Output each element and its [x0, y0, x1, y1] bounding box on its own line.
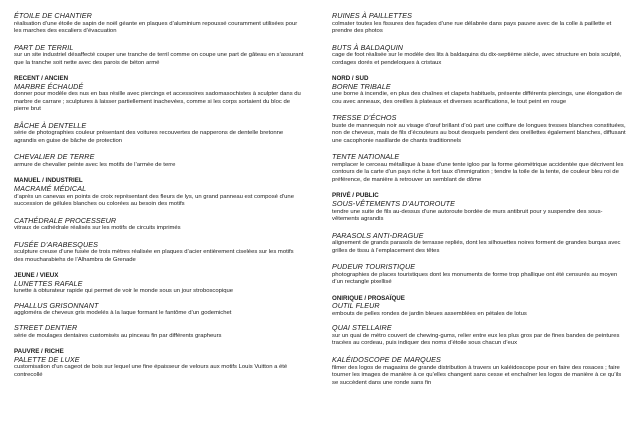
- section-recent-ancien: [14, 75, 304, 169]
- entry-chevalier-de-terre: [14, 153, 304, 169]
- entry-title: TENTE NATIONALE: [332, 152, 400, 162]
- section: [14, 12, 304, 67]
- entry-description: réalisation d’une étoile de sapin de noël géante en plaques d’aluminium repoussé couramment utilisées pour les marches des escaliers d’évacuation: [14, 20, 298, 35]
- entry-description: aggloméra de cheveux gris modelés à la laque formant le fantôme d’un godemichet: [14, 310, 232, 317]
- entry-borne-tribale: [332, 83, 628, 107]
- entry-tente-nationale: [332, 153, 628, 184]
- entry-macrame-medical: [14, 185, 304, 209]
- section-manuel-industriel: [14, 177, 304, 264]
- section-onirique-prosaique: [332, 295, 628, 387]
- entry-description: filmer des logos de magasins de grande distribution à travers un kaléidoscope pour en faire des rosaces ; faire tourner les images de manière à ce qu’elles changent sans cesse et enchaîner les logos de manière à ce qu’ils se succèdent dans une ronde sans fin: [332, 364, 622, 386]
- entry-quai-stellaire: [332, 324, 628, 348]
- entry-description: armure de chevalier peinte avec les motifs de l’armée de terre: [14, 161, 176, 168]
- entry-title: PART DE TERRIL: [14, 42, 74, 52]
- category-heading: RECENT / ANCIEN: [14, 75, 69, 83]
- entry-title: OUTIL FLEUR: [332, 301, 380, 311]
- entry-description: sculpture creuse d’une fusée de trois mètres réalisée en plaques d’acier entièrement ciselées sur les motifs des moucharabiehs de l’Alhambra de Grenade: [14, 249, 294, 263]
- entry-lunettes-rafale: [14, 280, 304, 296]
- entry-phallus-grisonnant: [14, 302, 304, 318]
- entry-description: remplacer le cerceau métallique à base d’une tente igloo par la forme géométrique accidentée que décrivent les contours de la carte d’un pays riche à fort taux d’immigration ; tendre la toile de la tente, de couleur bleu roi de préférence, de manière à retrouver un semblant de dôme: [332, 161, 624, 183]
- entry-description: donner pour modèle des nus en bas résille avec piercings et accessoires sadomasochistes à sculpter dans du marbre de carrare ; sculptures à laisser partiellement inachevées, comme si les corps sortaient du bloc de pierre brut: [14, 91, 301, 113]
- entry-part-de-terril: [14, 44, 304, 68]
- entry-parasols-anti-drague: [332, 232, 628, 256]
- entry-description: customisation d’un cageot de bois sur lequel une fine épaisseur de velours aux motifs Louis Vuitton a été contrecollé: [14, 364, 288, 378]
- category-heading: JEUNE / VIEUX: [14, 272, 59, 280]
- category-heading: MANUEL / INDUSTRIEL: [14, 177, 83, 185]
- entry-description: sur un quai de métro couvert de chewing-gums, relier entre eux les plus gros par de fines bandes de peintures tracées au cordeau, puis indiquer des noms d’étoile sous chacun d’eux: [332, 332, 620, 347]
- entry-description: colmater toutes les fissures des façades d’une rue délabrée dans pays pauvre avec de la colle à paillette et prendre des photos: [332, 20, 612, 35]
- category-heading: ONIRIQUE / PROSAÏQUE: [332, 294, 405, 302]
- entry-marbre-echaude: [14, 83, 304, 114]
- entry-description: sur un site industriel désaffecté couper une tranche de terril comme on coupe une part de gâteau en s’assurant que la tranche soit nette avec des parois de béton armé: [14, 52, 304, 66]
- entry-title: ÉTOILE DE CHANTIER: [14, 11, 92, 20]
- section-pauvre-riche: [14, 348, 304, 379]
- entry-street-dentier: [14, 324, 304, 340]
- entry-kaleidoscope-de-marques: [332, 356, 628, 387]
- entry-title: CHEVALIER DE TERRE: [14, 152, 95, 162]
- entry-title: FUSÉE D’ARABESQUES: [14, 239, 99, 249]
- entry-title: RUINES À PAILLETTES: [332, 11, 413, 20]
- entry-title: BUTS À BALDAQUIN: [332, 42, 404, 52]
- entry-ruines-a-paillettes: [332, 12, 628, 36]
- entry-description: embouts de pelles rondes de jardin bleues assemblées en pétales de lotus: [332, 310, 527, 317]
- entry-title: PUDEUR TOURISTIQUE: [332, 262, 416, 272]
- entry-title: MACRAMÉ MÉDICAL: [14, 183, 87, 193]
- entry-description: série de moulages dentaires customisés au pinceau fin par différents grapheurs: [14, 332, 222, 339]
- entry-title: CATHÉDRALE PROCESSEUR: [14, 215, 117, 225]
- entry-description: lunette à obturateur rapide qui permet de voir le monde sous un jour stroboscopique: [14, 288, 234, 295]
- entry-palette-de-luxe: [14, 356, 304, 380]
- entry-description: d’après un canevas en points de croix représentant des fleurs de lys, un grand panneau est composé d’une succession de gélules blanches ou colorées au besoin des motifs: [14, 193, 294, 208]
- entry-title: STREET DENTIER: [14, 322, 78, 332]
- section-jeune-vieux: [14, 272, 304, 340]
- entry-title: BORNE TRIBALE: [332, 81, 391, 91]
- entry-description: photographies de places touristiques dont les monuments de forme trop phallique ont été censurés au moyen d’un rectangle pixellisé: [332, 271, 618, 286]
- category-heading: PRIVÉ / PUBLIC: [332, 192, 379, 200]
- entry-description: cage de foot réalisée sur le modèle des lits à baldaquins du dix-septième siècle, avec structure en bois sculpté, cordages dorés et pendeloques à cristaux: [332, 52, 622, 66]
- entry-title: PALETTE DE LUXE: [14, 354, 80, 364]
- entry-pudeur-touristique: [332, 263, 628, 287]
- entry-description: série de photographies couleur présentant des voitures recouvertes de napperons de dentelle bretonne agrandis en guise de bâche de protection: [14, 130, 284, 144]
- entry-description: alignement de grands parasols de terrasse repliés, dont les silhouettes noires forment de grandes burqas avec grilles de tissu à l’emplacement des têtes: [332, 240, 621, 254]
- section-prive-public: [332, 192, 628, 286]
- entry-title: PARASOLS ANTI-DRAGUE: [332, 230, 424, 240]
- entry-title: SOUS-VÊTEMENTS D’AUTOROUTE: [332, 198, 456, 208]
- entry-tresse-d-echos: [332, 114, 628, 145]
- section-nord-sud: [332, 75, 628, 184]
- entry-title: MARBRE ÉCHAUDÉ: [14, 81, 84, 91]
- entry-title: TRESSE D’ÉCHOS: [332, 113, 397, 123]
- right-column: [332, 12, 628, 395]
- entry-outil-fleur: [332, 302, 628, 318]
- entry-title: QUAI STELLAIRE: [332, 323, 392, 333]
- entry-description: tendre une suite de fils au-dessus d’une autoroute bordée de murs antibruit pour y suspendre des sous-vêtements agrandis: [332, 208, 603, 223]
- entry-buts-a-baldaquin: [332, 44, 628, 68]
- entry-cathedrale-processeur: [14, 217, 304, 233]
- entry-title: LUNETTES RAFALE: [14, 278, 83, 288]
- category-heading: PAUVRE / RICHE: [14, 348, 64, 356]
- entry-title: PHALLUS GRISONNANT: [14, 300, 99, 310]
- entry-fusee-d-arabesques: [14, 241, 304, 265]
- left-column: [14, 12, 304, 387]
- entry-title: KALÉIDOSCOPE DE MARQUES: [332, 354, 441, 364]
- entry-description: vitraux de cathédrale réalisés sur les motifs de circuits imprimés: [14, 225, 181, 232]
- entry-description: buste de mannequin noir au visage d’œuf brillant d’où part une coiffure de longues tresses blanches constituées, non de cheveux, mais de fils d’écouteurs au bout desquels pendent des oreillettes également blanches, diffusant une cacophonie nasillarde de chants traditionnels: [332, 122, 626, 144]
- section: [332, 12, 628, 67]
- entry-etoile-de-chantier: [14, 12, 304, 36]
- category-heading: NORD / SUD: [332, 75, 369, 83]
- entry-sous-vetements-d-autoroute: [332, 200, 628, 224]
- entry-description: une borne à incendie, en plus des chaînes et clapets habituels, présente différents piercings, une élongation de cou avec anneaux, des oreilles à plateaux et diverses scarifications, le tout peint en rouge: [332, 91, 623, 105]
- entry-title: BÂCHE À DENTELLE: [14, 120, 87, 130]
- entry-bache-a-dentelle: [14, 122, 304, 146]
